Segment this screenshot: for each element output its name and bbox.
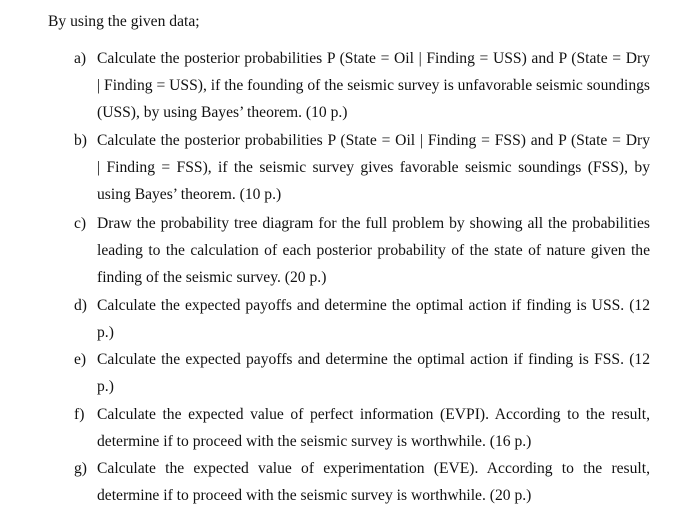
item-line: determine if to proceed with the seismic survey is worthwhile. (16 p.) [97, 433, 532, 450]
item-marker: d) [74, 297, 87, 314]
item-marker: a) [74, 50, 87, 67]
item-text [97, 455, 650, 509]
item-line: Calculate the expected value of experimentation (EVE). According to the result, [97, 460, 650, 477]
item-text [97, 292, 650, 346]
item-line: using Bayes’ theorem. (10 p.) [97, 186, 282, 203]
intro-text: By using the given data; [48, 13, 200, 30]
item-line: p.) [97, 378, 114, 395]
item-line: Calculate the expected payoffs and determine the optimal action if finding is FSS. (12 [97, 351, 650, 368]
item-marker: b) [74, 132, 87, 149]
item-line: Calculate the posterior probabilities P (State = Oil | Finding = USS) and P (State = Dry [97, 50, 650, 67]
item-line: Draw the probability tree diagram for the full problem by showing all the probabilities [97, 215, 650, 232]
item-line: (USS), by using Bayes’ theorem. (10 p.) [97, 104, 348, 121]
item-text [97, 45, 650, 126]
item-line: leading to the calculation of each posterior probability of the state of nature given the [97, 242, 650, 259]
item-text [97, 401, 650, 455]
item-marker: g) [74, 460, 87, 477]
item-line: p.) [97, 324, 114, 341]
item-marker: f) [74, 406, 85, 423]
item-line: | Finding = USS), if the founding of the seismic survey is unfavorable seismic soundings [97, 77, 650, 94]
item-line: Calculate the posterior probabilities P (State = Oil | Finding = FSS) and P (State = Dry [97, 132, 650, 149]
item-text [97, 210, 650, 291]
item-marker: c) [74, 215, 87, 232]
item-line: Calculate the expected value of perfect information (EVPI). According to the result, [97, 406, 650, 423]
item-line: Calculate the expected payoffs and determine the optimal action if finding is USS. (12 [97, 297, 650, 314]
item-line: | Finding = FSS), if the seismic survey gives favorable seismic soundings (FSS), by [97, 159, 650, 176]
item-line: determine if to proceed with the seismic survey is worthwhile. (20 p.) [97, 487, 532, 504]
item-text [97, 127, 650, 208]
item-line: finding of the seismic survey. (20 p.) [97, 269, 327, 286]
item-marker: e) [74, 351, 87, 368]
item-text [97, 346, 650, 400]
